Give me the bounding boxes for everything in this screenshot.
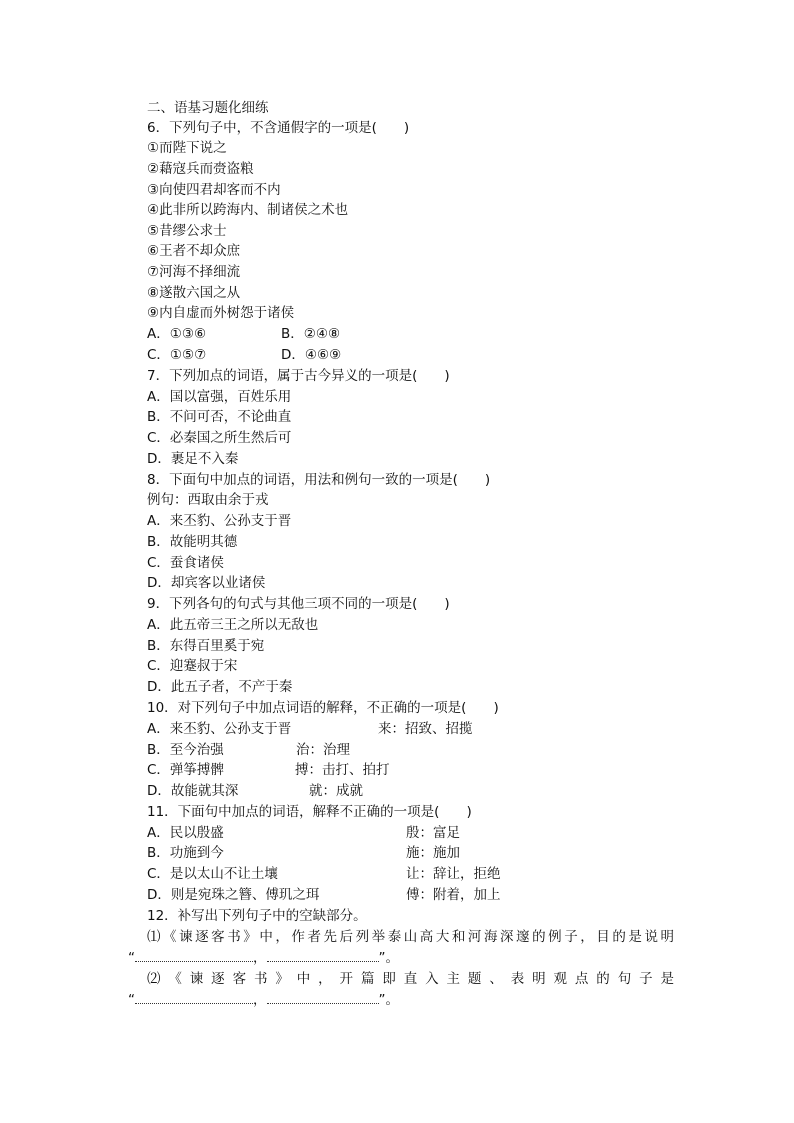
q10-gloss: 来：招致、招揽 xyxy=(378,721,473,737)
q7-option: A．国以富强，百姓乐用 xyxy=(147,389,292,405)
q6-item: ⑧遂散六国之从 xyxy=(147,285,241,301)
q9-option: A．此五帝三王之所以无敌也 xyxy=(147,617,319,633)
close-quote: ”。 xyxy=(378,992,399,1008)
q7-stem: 7．下列加点的词语，属于古今异义的一项是( ) xyxy=(147,368,450,384)
comma: ， xyxy=(253,950,267,966)
q7-option: C．必秦国之所生然后可 xyxy=(147,430,292,446)
q11-option: D．则是宛珠之簪、傅玑之珥 xyxy=(147,887,320,903)
q8-option: D．却宾客以业诸侯 xyxy=(147,575,266,591)
q10-option: C．弹筝搏髀 xyxy=(147,762,224,778)
q10-option: A．来丕豹、公孙支于晋 xyxy=(147,721,292,737)
q6-item: ①而陛下说之 xyxy=(147,140,227,156)
q10-option: D．故能就其深 xyxy=(147,783,239,799)
q12-stem: 12．补写出下列句子中的空缺部分。 xyxy=(147,908,367,924)
q6-item: ④此非所以跨海内、制诸侯之术也 xyxy=(147,202,349,218)
q8-example: 例句：西取由余于戎 xyxy=(147,492,269,508)
q6-option: D．④⑥⑨ xyxy=(281,347,342,363)
q10-stem: 10．对下列句子中加点词语的解释，不正确的一项是( ) xyxy=(147,700,499,716)
q12-part2-lead: ⑵《谏逐客书》中，开篇即直入主题、表明观点的句子是 xyxy=(147,971,674,987)
open-quote: “ xyxy=(128,992,135,1008)
q6-item: ②藉寇兵而赍盗粮 xyxy=(147,161,254,177)
q10-gloss: 搏：击打、拍打 xyxy=(295,762,390,778)
q10-option: B．至今治强 xyxy=(147,742,224,758)
q9-option: C．迎蹇叔于宋 xyxy=(147,658,238,674)
q11-gloss: 让：辞让，拒绝 xyxy=(406,866,501,882)
q10-gloss: 就：成就 xyxy=(309,783,363,799)
q8-option: A．来丕豹、公孙支于晋 xyxy=(147,513,292,529)
q6-item: ⑤昔缪公求士 xyxy=(147,223,227,239)
q11-option: A．民以殷盛 xyxy=(147,825,224,841)
q9-option: D．此五子者，不产于秦 xyxy=(147,679,293,695)
q6-option: A．①③⑥ xyxy=(147,326,207,342)
q6-option: B．②④⑧ xyxy=(281,326,341,342)
q8-option: B．故能明其德 xyxy=(147,534,238,550)
q6-item: ③向使四君却客而不内 xyxy=(147,182,281,198)
q11-option: B．功施到今 xyxy=(147,845,224,861)
q11-gloss: 施：施加 xyxy=(406,845,460,861)
q9-option: B．东得百里奚于宛 xyxy=(147,638,265,654)
q7-option: B．不问可否，不论曲直 xyxy=(147,409,292,425)
q8-option: C．蚕食诸侯 xyxy=(147,555,224,571)
comma: ， xyxy=(253,992,267,1008)
answer-blank[interactable] xyxy=(135,949,253,962)
q8-stem: 8．下面句中加点的词语，用法和例句一致的一项是( ) xyxy=(147,472,491,488)
open-quote: “ xyxy=(128,950,135,966)
q9-stem: 9．下列各句的句式与其他三项不同的一项是( ) xyxy=(147,596,450,612)
q11-gloss: 傅：附着，加上 xyxy=(406,887,501,903)
q11-gloss: 殷：富足 xyxy=(406,825,460,841)
q6-item: ⑨内自虚而外树怨于诸侯 xyxy=(147,305,295,321)
q6-item: ⑥王者不却众庶 xyxy=(147,243,241,259)
q12-part1-lead: ⑴《谏逐客书》中，作者先后列举泰山高大和河海深邃的例子，目的是说明 xyxy=(147,929,674,945)
q12-part1 xyxy=(128,927,674,969)
q11-stem: 11．下面句中加点的词语，解释不正确的一项是( ) xyxy=(147,804,472,820)
q12-part2 xyxy=(128,969,674,1011)
q11-option: C．是以太山不让土壤 xyxy=(147,866,278,882)
answer-blank[interactable] xyxy=(135,991,253,1004)
q6-option: C．①⑤⑦ xyxy=(147,347,207,363)
q7-option: D．裹足不入秦 xyxy=(147,451,239,467)
close-quote: ”。 xyxy=(378,950,399,966)
section-title: 二、语基习题化细练 xyxy=(147,100,269,116)
q10-gloss: 治：治理 xyxy=(296,742,350,758)
q6-stem: 6．下列句子中，不含通假字的一项是( ) xyxy=(147,120,410,136)
answer-blank[interactable] xyxy=(267,949,379,962)
answer-blank[interactable] xyxy=(267,991,379,1004)
q6-item: ⑦河海不择细流 xyxy=(147,264,241,280)
